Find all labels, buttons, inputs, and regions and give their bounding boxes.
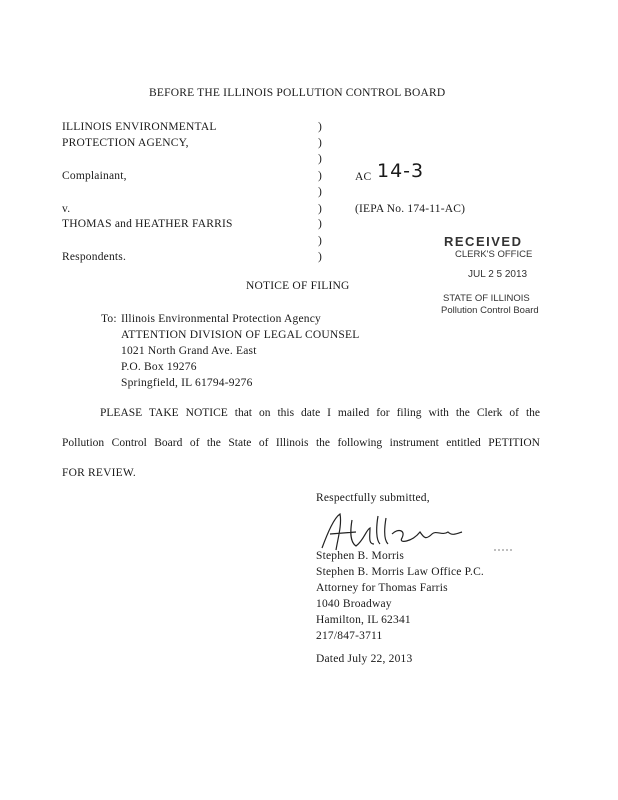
iepa-number: (IEPA No. 174-11-AC) [355, 203, 466, 215]
received-stamp-board: Pollution Control Board [441, 305, 539, 316]
versus: v. [62, 203, 71, 215]
received-stamp-office: CLERK'S OFFICE [455, 249, 533, 260]
notice-body-line: FOR REVIEW. [62, 467, 136, 479]
signature-line: Hamilton, IL 62341 [316, 614, 411, 626]
address-line: Illinois Environmental Protection Agency [121, 313, 321, 325]
case-prefix: AC [355, 171, 372, 183]
to-label: To: [101, 313, 117, 325]
caption-paren: ) [318, 251, 323, 263]
signature-line: 217/847-3711 [316, 630, 383, 642]
received-stamp-title: RECEIVED [444, 234, 523, 249]
caption-paren: ) [318, 121, 323, 133]
closing: Respectfully submitted, [316, 492, 430, 504]
complainant-name-line2: PROTECTION AGENCY, [62, 137, 189, 149]
address-line: ATTENTION DIVISION OF LEGAL COUNSEL [121, 329, 360, 341]
signature-line: Stephen B. Morris [316, 550, 405, 562]
signature-line: Attorney for Thomas Farris [316, 582, 448, 594]
dated-line: Dated July 22, 2013 [316, 653, 413, 665]
address-line: 1021 North Grand Ave. East [121, 345, 257, 357]
received-stamp-date: JUL 2 5 2013 [468, 269, 528, 280]
notice-body-line: Pollution Control Board of the State of Illinois the following instrument entitled PETITION [62, 437, 540, 449]
complainant-label: Complainant, [62, 170, 127, 182]
document-title: BEFORE THE ILLINOIS POLLUTION CONTROL BOARD [149, 87, 446, 99]
respondents-label: Respondents. [62, 251, 127, 263]
caption-paren: ) [318, 235, 323, 247]
complainant-name-line1: ILLINOIS ENVIRONMENTAL [62, 121, 217, 133]
address-line: Springfield, IL 61794-9276 [121, 377, 253, 389]
signature-line: Stephen B. Morris Law Office P.C. [316, 566, 485, 578]
caption-paren: ) [318, 170, 323, 182]
case-number-handwritten: 14-3 [377, 160, 425, 182]
signature-line: 1040 Broadway [316, 598, 392, 610]
notice-body-line: PLEASE TAKE NOTICE that on this date I mailed for filing with the Clerk of the [100, 407, 540, 419]
caption-paren: ) [318, 203, 323, 215]
caption-paren: ) [318, 153, 323, 165]
address-line: P.O. Box 19276 [121, 361, 197, 373]
received-stamp-state: STATE OF ILLINOIS [443, 293, 530, 304]
caption-paren: ) [318, 218, 323, 230]
caption-paren: ) [318, 137, 323, 149]
respondents-names: THOMAS and HEATHER FARRIS [62, 218, 233, 230]
notice-title: NOTICE OF FILING [246, 280, 350, 292]
caption-paren: ) [318, 186, 323, 198]
